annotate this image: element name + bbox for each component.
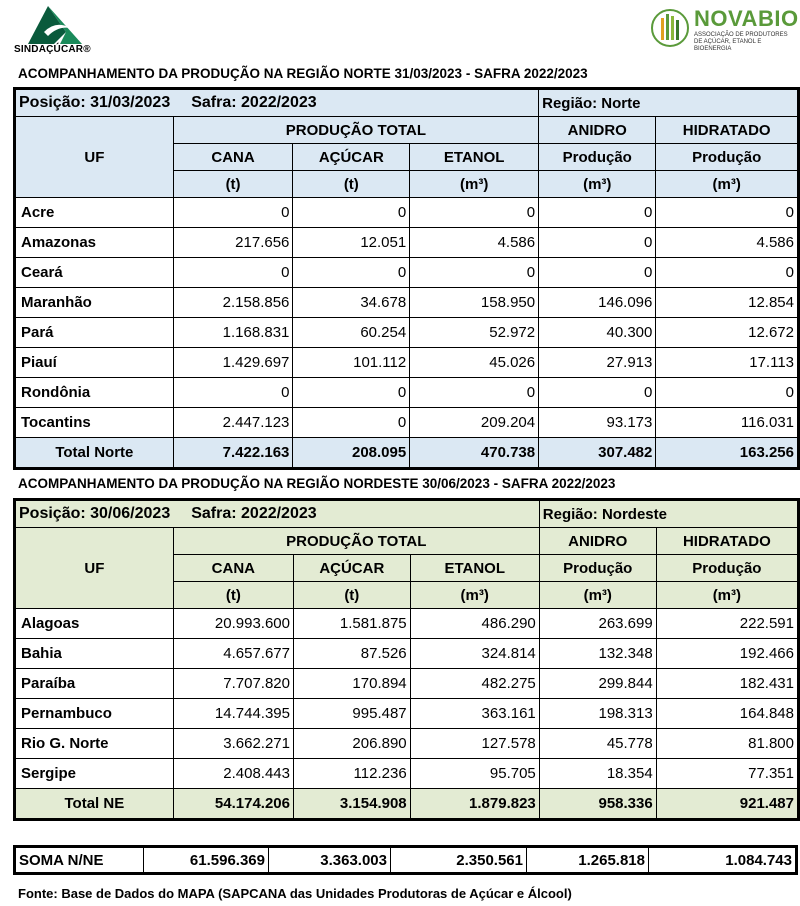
nordeste-table [13,498,800,821]
nordeste-acucar-header: AÇÚCAR [293,555,410,582]
uf-cell: Rio G. Norte [15,729,174,759]
nordeste-etanol-unit: (m³) [410,582,539,609]
anidro-cell: 263.699 [539,609,656,639]
anidro-cell: 299.844 [539,669,656,699]
nordeste-anidro-producao: Produção [539,555,656,582]
etanol-cell: 209.204 [410,408,539,438]
table-row [15,609,799,639]
norte-anidro-header: ANIDRO [539,117,656,144]
etanol-cell: 45.026 [410,348,539,378]
hidratado-cell: 12.854 [656,288,799,318]
soma-row [15,847,797,874]
acucar-cell: 12.051 [293,228,410,258]
etanol-cell: 482.275 [410,669,539,699]
acucar-cell: 60.254 [293,318,410,348]
uf-cell: Tocantins [15,408,174,438]
nordeste-cana-header: CANA [173,555,293,582]
norte-hidratado-header: HIDRATADO [656,117,799,144]
table-row [15,288,799,318]
norte-anidro-unit: (m³) [539,171,656,198]
anidro-cell: 27.913 [539,348,656,378]
source-note: Fonte: Base de Dados do MAPA (SAPCANA das Unidades Produtoras de Açúcar e Álcool) [18,886,572,901]
anidro-cell: 198.313 [539,699,656,729]
cana-cell: 1.168.831 [173,318,293,348]
norte-total-row [15,438,799,469]
soma-acucar: 3.363.003 [269,847,391,874]
acucar-cell: 170.894 [293,669,410,699]
norte-section-title: ACOMPANHAMENTO DA PRODUÇÃO NA REGIÃO NORTE 31/03/2023 - SAFRA 2022/2023 [18,66,588,81]
table-row [15,699,799,729]
novabio-logo [650,4,799,56]
nordeste-anidro-unit: (m³) [539,582,656,609]
cana-cell: 0 [173,198,293,228]
uf-cell: Pernambuco [15,699,174,729]
novabio-nova: NOVA [694,6,758,31]
cana-cell: 20.993.600 [173,609,293,639]
anidro-cell: 0 [539,228,656,258]
nordeste-hidratado-unit: (m³) [656,582,798,609]
cana-cell: 2.408.443 [173,759,293,789]
etanol-cell: 0 [410,378,539,408]
etanol-cell: 324.814 [410,639,539,669]
nordeste-regiao: Região: Nordeste [539,500,798,528]
anidro-cell: 132.348 [539,639,656,669]
nordeste-hidratado-header: HIDRATADO [656,528,798,555]
uf-cell: Acre [15,198,174,228]
norte-header-row-1 [15,117,799,144]
etanol-cell: 0 [410,258,539,288]
soma-table [13,845,798,875]
etanol-cell: 486.290 [410,609,539,639]
norte-uf-header: UF [15,117,174,198]
nordeste-position-row [15,500,799,528]
cana-cell: 7.707.820 [173,669,293,699]
hidratado-cell: 81.800 [656,729,798,759]
acucar-cell: 0 [293,198,410,228]
novabio-title [694,6,799,32]
hidratado-cell: 182.431 [656,669,798,699]
nordeste-total-cana: 54.174.206 [173,789,293,820]
norte-anidro-producao: Produção [539,144,656,171]
sindacucar-logo [14,2,98,62]
cana-cell: 1.429.697 [173,348,293,378]
hidratado-cell: 222.591 [656,609,798,639]
hidratado-cell: 164.848 [656,699,798,729]
nordeste-total-hidratado: 921.487 [656,789,798,820]
anidro-cell: 40.300 [539,318,656,348]
cana-cell: 14.744.395 [173,699,293,729]
nordeste-safra: Safra: 2022/2023 [173,500,539,528]
norte-total-cana: 7.422.163 [173,438,293,469]
etanol-cell: 158.950 [410,288,539,318]
anidro-cell: 0 [539,258,656,288]
hidratado-cell: 0 [656,378,799,408]
anidro-cell: 0 [539,378,656,408]
soma-label: SOMA N/NE [15,847,144,874]
nordeste-producao-total-header: PRODUÇÃO TOTAL [173,528,539,555]
cana-cell: 217.656 [173,228,293,258]
table-row [15,228,799,258]
uf-cell: Ceará [15,258,174,288]
norte-total-hidratado: 163.256 [656,438,799,469]
nordeste-total-acucar: 3.154.908 [293,789,410,820]
novabio-logo-icon [650,4,690,52]
soma-anidro: 1.265.818 [527,847,649,874]
hidratado-cell: 116.031 [656,408,799,438]
hidratado-cell: 0 [656,258,799,288]
uf-cell: Piauí [15,348,174,378]
uf-cell: Amazonas [15,228,174,258]
hidratado-cell: 17.113 [656,348,799,378]
norte-producao-total-header: PRODUÇÃO TOTAL [173,117,538,144]
nordeste-acucar-unit: (t) [293,582,410,609]
norte-hidratado-unit: (m³) [656,171,799,198]
acucar-cell: 1.581.875 [293,609,410,639]
etanol-cell: 4.586 [410,228,539,258]
novabio-bio: BIO [757,6,799,31]
cana-cell: 2.158.856 [173,288,293,318]
acucar-cell: 112.236 [293,759,410,789]
uf-cell: Sergipe [15,759,174,789]
acucar-cell: 0 [293,408,410,438]
anidro-cell: 45.778 [539,729,656,759]
hidratado-cell: 192.466 [656,639,798,669]
table-row [15,348,799,378]
acucar-cell: 0 [293,378,410,408]
sindacucar-brand: SINDAÇÚCAR® [14,44,91,55]
table-row [15,759,799,789]
norte-etanol-unit: (m³) [410,171,539,198]
sindacucar-logo-icon [26,2,84,46]
cana-cell: 3.662.271 [173,729,293,759]
cana-cell: 0 [173,258,293,288]
nordeste-section-title: ACOMPANHAMENTO DA PRODUÇÃO NA REGIÃO NORDESTE 30/06/2023 - SAFRA 2022/2023 [18,476,616,491]
cana-cell: 0 [173,378,293,408]
nordeste-cana-unit: (t) [173,582,293,609]
uf-cell: Rondônia [15,378,174,408]
hidratado-cell: 77.351 [656,759,798,789]
uf-cell: Alagoas [15,609,174,639]
anidro-cell: 146.096 [539,288,656,318]
hidratado-cell: 4.586 [656,228,799,258]
norte-table [13,87,800,470]
uf-cell: Pará [15,318,174,348]
norte-regiao: Região: Norte [539,89,799,117]
table-row [15,318,799,348]
norte-position-row [15,89,799,117]
etanol-cell: 127.578 [410,729,539,759]
soma-cana: 61.596.369 [144,847,269,874]
nordeste-etanol-header: ETANOL [410,555,539,582]
nordeste-posicao: Posição: 30/06/2023 [15,500,174,528]
nordeste-total-label: Total NE [15,789,174,820]
norte-total-acucar: 208.095 [293,438,410,469]
etanol-cell: 95.705 [410,759,539,789]
norte-safra: Safra: 2022/2023 [173,89,538,117]
acucar-cell: 0 [293,258,410,288]
etanol-cell: 0 [410,198,539,228]
nordeste-uf-header: UF [15,528,174,609]
anidro-cell: 0 [539,198,656,228]
norte-posicao: Posição: 31/03/2023 [15,89,174,117]
table-row [15,378,799,408]
etanol-cell: 52.972 [410,318,539,348]
anidro-cell: 93.173 [539,408,656,438]
acucar-cell: 206.890 [293,729,410,759]
acucar-cell: 87.526 [293,639,410,669]
nordeste-total-anidro: 958.336 [539,789,656,820]
hidratado-cell: 12.672 [656,318,799,348]
uf-cell: Bahia [15,639,174,669]
hidratado-cell: 0 [656,198,799,228]
norte-acucar-header: AÇÚCAR [293,144,410,171]
cana-cell: 4.657.677 [173,639,293,669]
norte-etanol-header: ETANOL [410,144,539,171]
nordeste-header-row-1 [15,528,799,555]
anidro-cell: 18.354 [539,759,656,789]
table-row [15,258,799,288]
cana-cell: 2.447.123 [173,408,293,438]
nordeste-hidratado-producao: Produção [656,555,798,582]
table-row [15,639,799,669]
table-row [15,198,799,228]
norte-total-label: Total Norte [15,438,174,469]
table-row [15,669,799,699]
table-row [15,408,799,438]
norte-acucar-unit: (t) [293,171,410,198]
soma-etanol: 2.350.561 [391,847,527,874]
nordeste-total-row [15,789,799,820]
acucar-cell: 34.678 [293,288,410,318]
uf-cell: Paraíba [15,669,174,699]
acucar-cell: 995.487 [293,699,410,729]
norte-hidratado-producao: Produção [656,144,799,171]
nordeste-total-etanol: 1.879.823 [410,789,539,820]
soma-hidratado: 1.084.743 [649,847,797,874]
norte-total-etanol: 470.738 [410,438,539,469]
nordeste-anidro-header: ANIDRO [539,528,656,555]
norte-cana-unit: (t) [173,171,293,198]
table-row [15,729,799,759]
norte-total-anidro: 307.482 [539,438,656,469]
uf-cell: Maranhão [15,288,174,318]
norte-cana-header: CANA [173,144,293,171]
etanol-cell: 363.161 [410,699,539,729]
novabio-subtitle: ASSOCIAÇÃO DE PRODUTORES DE AÇÚCAR, ETANOL E BIOENERGIA [694,32,788,52]
acucar-cell: 101.112 [293,348,410,378]
